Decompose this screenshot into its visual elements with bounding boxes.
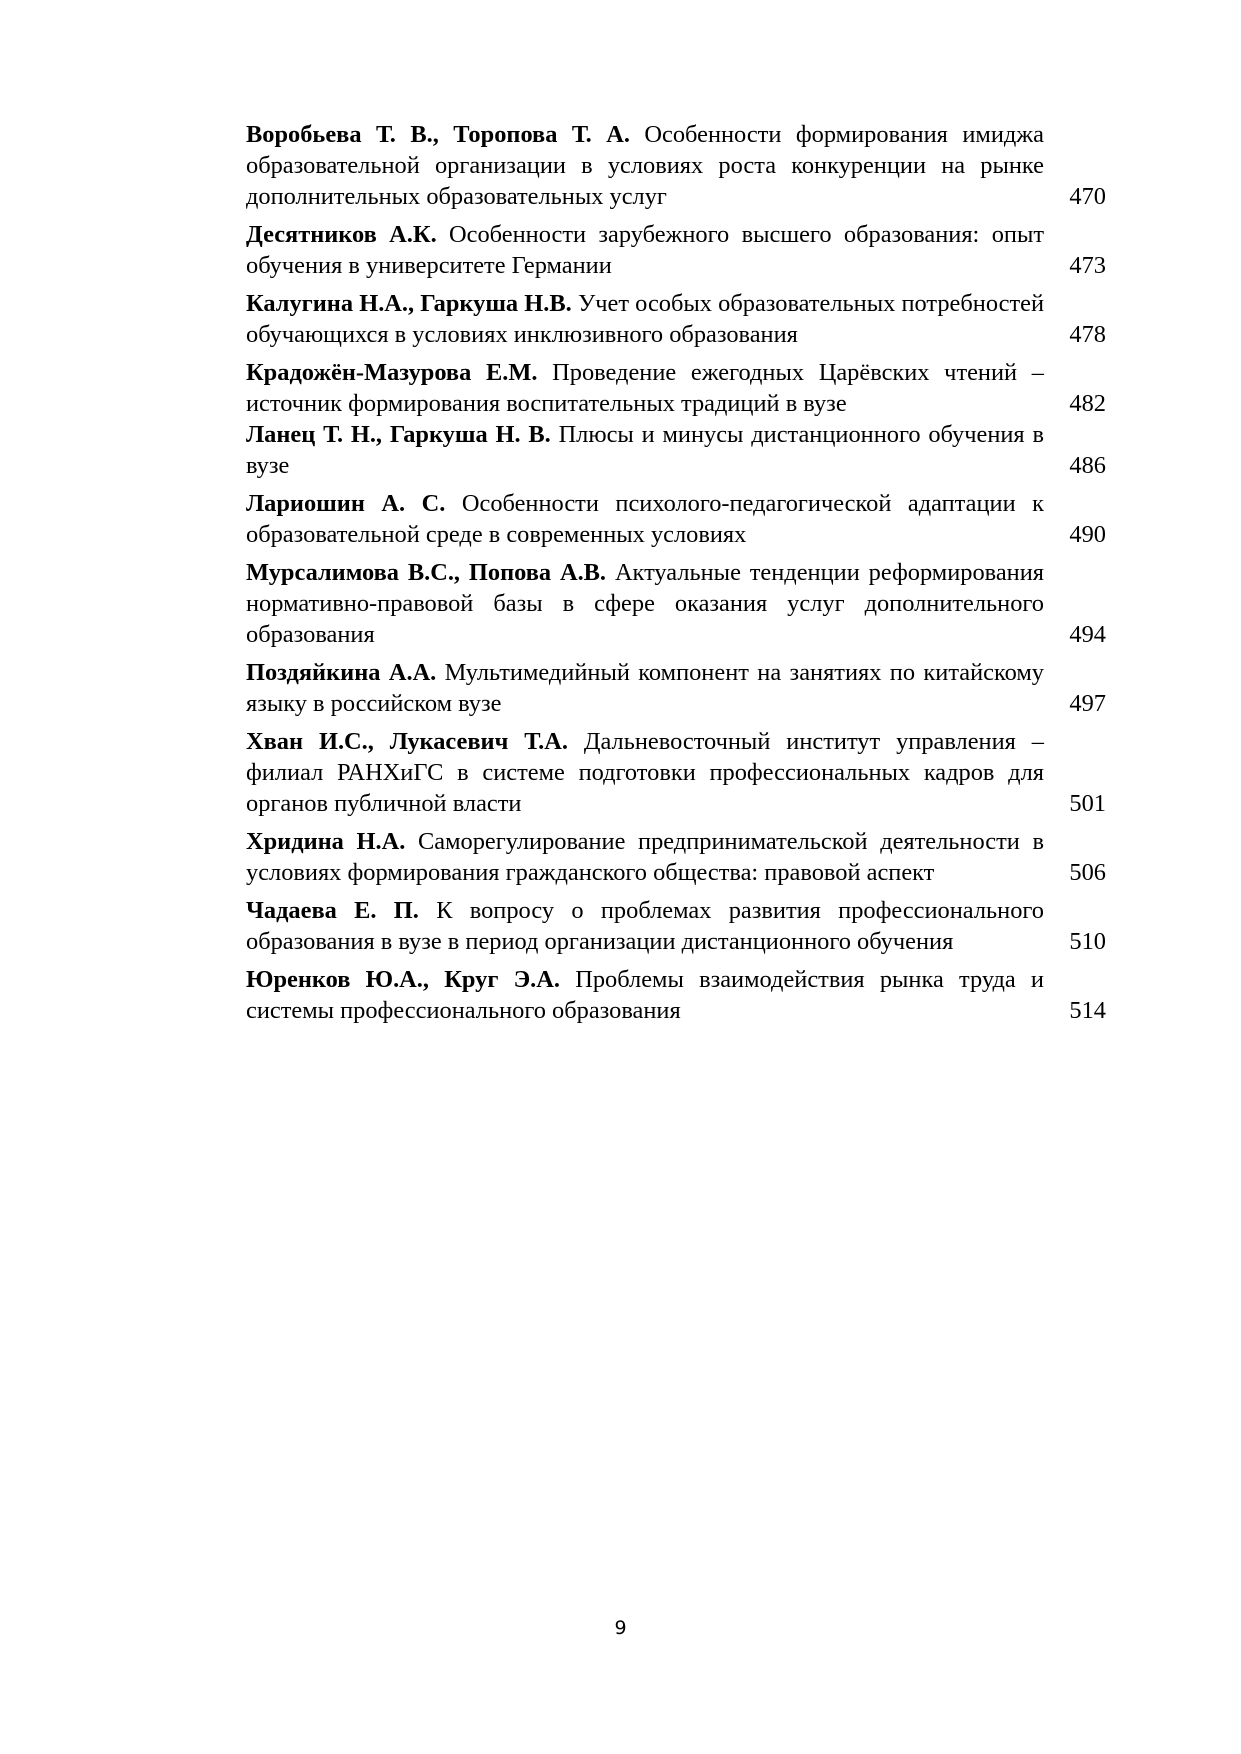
toc-entry-page: 486 bbox=[1069, 452, 1106, 479]
toc-entry-page: 501 bbox=[1069, 790, 1106, 817]
toc-entry bbox=[246, 657, 1106, 719]
toc-entry bbox=[246, 219, 1106, 281]
toc-entry-authors: Мурсалимова В.С., Попова А.В. bbox=[246, 559, 607, 586]
toc-entry bbox=[246, 826, 1106, 888]
toc-entry-authors: Юренков Ю.А., Круг Э.А. bbox=[246, 966, 560, 993]
toc-entry bbox=[246, 119, 1106, 212]
toc-entry-text bbox=[246, 119, 1044, 212]
toc-entry-text bbox=[246, 219, 1044, 281]
toc-entry-text bbox=[246, 657, 1044, 719]
toc-entry bbox=[246, 726, 1106, 819]
toc-entry-authors: Чадаева Е. П. bbox=[246, 897, 419, 924]
toc-entry-page: 473 bbox=[1069, 252, 1106, 279]
toc-entry-page: 514 bbox=[1069, 997, 1106, 1024]
toc-entry-page: 494 bbox=[1069, 621, 1106, 648]
toc-entry-authors: Воробьева Т. В., Торопова Т. А. bbox=[246, 121, 630, 148]
toc-entry bbox=[246, 357, 1106, 419]
toc-entry-authors: Хридина Н.А. bbox=[246, 828, 406, 855]
toc-entry bbox=[246, 895, 1106, 957]
toc-entry-page: 497 bbox=[1069, 690, 1106, 717]
toc-entry-title: Особенности психолого-педагогической адаптации к образовательной среде в современных условиях bbox=[246, 490, 1044, 548]
toc-entry-text bbox=[246, 826, 1044, 888]
toc-entry-text bbox=[246, 726, 1044, 819]
toc-entry-authors: Десятников А.К. bbox=[246, 221, 437, 248]
toc-entry-title: Учет особых образовательных потребностей обучающихся в условиях инклюзивного образования bbox=[246, 290, 1045, 348]
toc-entry-authors: Крадожён-Мазурова Е.М. bbox=[246, 359, 538, 386]
toc-entry-title: Особенности формирования имиджа образовательной организации в условиях роста конкуренции на рынке дополнительных образовательных услуг bbox=[246, 121, 1044, 210]
toc-entry-text bbox=[246, 557, 1044, 650]
toc-entry-text bbox=[246, 488, 1044, 550]
toc-entry-text bbox=[246, 895, 1044, 957]
toc-entry-page: 478 bbox=[1069, 321, 1106, 348]
toc-entry bbox=[246, 488, 1106, 550]
toc-entry-page: 506 bbox=[1069, 859, 1106, 886]
toc-entry-authors: Поздяйкина А.А. bbox=[246, 659, 437, 686]
toc-entry-title: Саморегулирование предпринимательской деятельности в условиях формирования гражданского общества: правовой аспект bbox=[246, 828, 1044, 886]
page-number: 9 bbox=[614, 1617, 627, 1639]
toc-entry bbox=[246, 557, 1106, 650]
toc-entry-text bbox=[246, 419, 1044, 481]
toc-entry-page: 482 bbox=[1069, 390, 1106, 417]
toc-entry-page: 510 bbox=[1069, 928, 1106, 955]
toc-entry-authors: Хван И.С., Лукасевич Т.А. bbox=[246, 728, 568, 755]
toc-entry-text bbox=[246, 357, 1044, 419]
toc-entry-page: 490 bbox=[1069, 521, 1106, 548]
toc-entry-text bbox=[246, 288, 1044, 350]
toc-entry-title: К вопросу о проблемах развития профессионального образования в вузе в период организации дистанционного обучения bbox=[246, 897, 1044, 955]
toc-entry-title: Дальневосточный институт управления – филиал РАНХиГС в системе подготовки профессиональных кадров для органов публичной власти bbox=[246, 728, 1044, 817]
table-of-contents bbox=[246, 119, 1106, 1033]
toc-entry-page: 470 bbox=[1069, 183, 1106, 210]
toc-entry-title: Особенности зарубежного высшего образования: опыт обучения в университете Германии bbox=[246, 221, 1044, 279]
toc-entry-text bbox=[246, 964, 1044, 1026]
toc-entry-authors: Ланец Т. Н., Гаркуша Н. В. bbox=[246, 421, 551, 448]
toc-entry bbox=[246, 964, 1106, 1026]
toc-entry-authors: Калугина Н.А., Гаркуша Н.В. bbox=[246, 290, 572, 317]
toc-entry-title: Плюсы и минусы дистанционного обучения в вузе bbox=[246, 421, 1044, 479]
toc-entry-title: Проблемы взаимодействия рынка труда и системы профессионального образования bbox=[246, 966, 1044, 1024]
toc-entry-title: Актуальные тенденции реформирования нормативно-правовой базы в сфере оказания услуг дополнительного образования bbox=[246, 559, 1044, 648]
toc-entry-authors: Лариошин А. С. bbox=[246, 490, 446, 517]
toc-entry-title: Мультимедийный компонент на занятиях по китайскому языку в российском вузе bbox=[246, 659, 1044, 717]
toc-entry-title: Проведение ежегодных Царёвских чтений – источник формирования воспитательных традиций в вузе bbox=[246, 359, 1044, 417]
toc-entry bbox=[246, 419, 1106, 481]
toc-entry bbox=[246, 288, 1106, 350]
